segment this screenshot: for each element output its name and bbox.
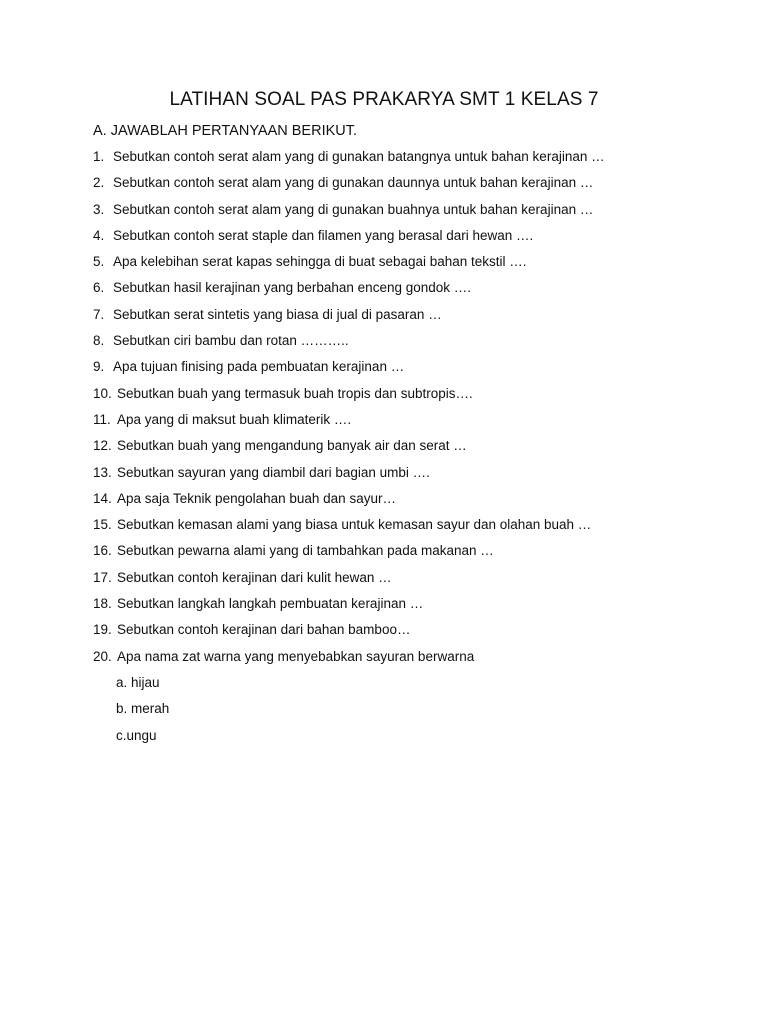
question-number: 12. — [93, 438, 112, 454]
question-item — [93, 332, 733, 358]
question-item — [93, 621, 733, 647]
question-number: 9. — [93, 359, 105, 375]
question-number: 14. — [93, 490, 112, 506]
question-text: Sebutkan buah yang mengandung banyak air dan serat … — [117, 438, 467, 454]
question-text: Sebutkan hasil kerajinan yang berbahan enceng gondok …. — [113, 280, 472, 296]
option-item: c.ungu — [116, 727, 157, 743]
question-item — [93, 595, 733, 621]
answer-options — [116, 674, 169, 753]
question-text: Apa saja Teknik pengolahan buah dan sayur… — [117, 490, 396, 506]
question-text: Sebutkan kemasan alami yang biasa untuk kemasan sayur dan olahan buah … — [117, 517, 592, 533]
question-number: 8. — [93, 333, 105, 349]
question-text: Apa nama zat warna yang menyebabkan sayuran berwarna — [117, 648, 475, 664]
question-number: 3. — [93, 201, 105, 217]
question-text: Sebutkan sayuran yang diambil dari bagian umbi …. — [117, 464, 430, 480]
question-item — [93, 279, 733, 305]
question-number: 16. — [93, 543, 112, 559]
question-text: Apa yang di maksut buah klimaterik …. — [117, 411, 352, 427]
question-text: Sebutkan pewarna alami yang di tambahkan pada makanan … — [117, 543, 494, 559]
question-text: Sebutkan contoh serat staple dan filamen yang berasal dari hewan …. — [113, 227, 534, 243]
question-number: 11. — [93, 411, 111, 427]
question-item — [93, 148, 733, 174]
question-item — [93, 385, 733, 411]
question-text: Sebutkan contoh kerajinan dari kulit hewan … — [117, 569, 392, 585]
question-list — [93, 148, 733, 674]
page-title: LATIHAN SOAL PAS PRAKARYA SMT 1 KELAS 7 — [169, 89, 599, 110]
question-number: 15. — [93, 517, 112, 533]
question-item — [93, 490, 733, 516]
question-text: Sebutkan serat sintetis yang biasa di jual di pasaran … — [113, 306, 442, 322]
question-item — [93, 174, 733, 200]
question-number: 10. — [93, 385, 112, 401]
question-item — [93, 253, 733, 279]
question-text: Apa tujuan finising pada pembuatan kerajinan … — [113, 359, 405, 375]
option-item: a. hijau — [116, 675, 160, 690]
question-number: 13. — [93, 464, 112, 480]
question-number: 5. — [93, 254, 105, 270]
question-text: Sebutkan langkah langkah pembuatan kerajinan … — [117, 596, 424, 612]
question-item — [93, 411, 733, 437]
question-text: Sebutkan contoh serat alam yang di gunakan buahnya untuk bahan kerajinan … — [113, 201, 594, 217]
question-number: 20. — [93, 648, 112, 664]
question-text: Sebutkan buah yang termasuk buah tropis dan subtropis…. — [117, 385, 473, 401]
question-text: Sebutkan ciri bambu dan rotan ……….. — [113, 333, 349, 349]
question-number: 1. — [93, 149, 105, 164]
question-number: 4. — [93, 227, 105, 243]
question-text: Sebutkan contoh serat alam yang di gunakan daunnya untuk bahan kerajinan … — [113, 175, 594, 191]
question-item — [93, 542, 733, 568]
question-number: 2. — [93, 175, 105, 191]
question-text: Sebutkan contoh serat alam yang di gunakan batangnya untuk bahan kerajinan … — [113, 149, 605, 164]
question-item — [93, 227, 733, 253]
question-item — [93, 306, 733, 332]
question-number: 7. — [93, 306, 105, 322]
option-item: b. merah — [116, 701, 170, 717]
question-item — [93, 358, 733, 384]
question-number: 19. — [93, 622, 112, 638]
question-text: Apa kelebihan serat kapas sehingga di buat sebagai bahan tekstil …. — [113, 254, 527, 270]
question-item — [93, 464, 733, 490]
question-item — [93, 437, 733, 463]
question-item — [93, 569, 733, 595]
question-item — [93, 516, 733, 542]
question-number: 17. — [93, 569, 112, 585]
question-item — [93, 201, 733, 227]
section-heading: A. JAWABLAH PERTANYAAN BERIKUT. — [93, 123, 358, 139]
question-text: Sebutkan contoh kerajinan dari bahan bamboo… — [117, 622, 411, 638]
question-item — [93, 648, 733, 674]
question-number: 18. — [93, 596, 112, 612]
question-number: 6. — [93, 280, 105, 296]
